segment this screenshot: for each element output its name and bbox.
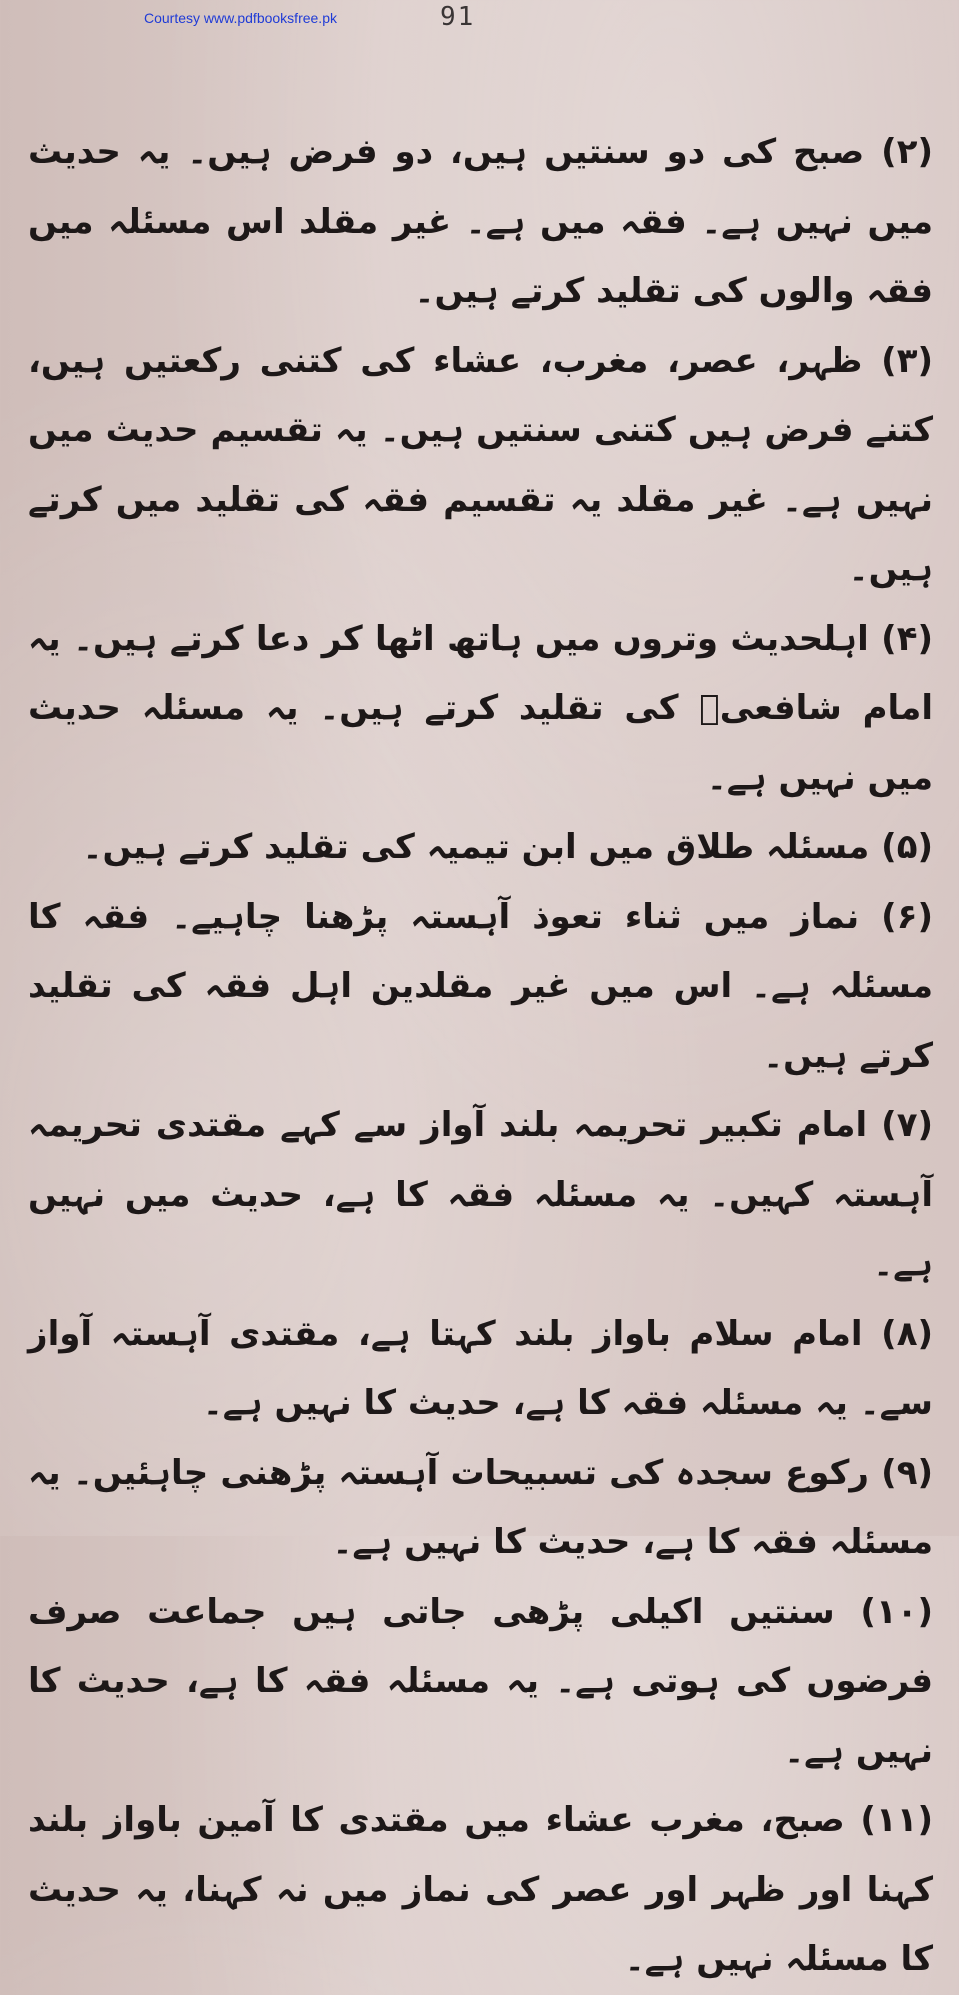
paragraph-6: (۶) نماز میں ثناء تعوذ آہستہ پڑھنا چاہیے۔ فقہ کا مسئلہ ہے۔ اس میں غیر مقلدین اہل فقہ کی تقلید کرتے ہیں۔ <box>28 896 933 1076</box>
paragraph-4: (۴) اہلحدیث وتروں میں ہاتھ اٹھا کر دعا کرتے ہیں۔ یہ امام شافعیؒ کی تقلید کرتے ہیں۔ یہ مسئلہ حدیث میں نہیں ہے۔ <box>28 618 933 798</box>
paragraph-5: (۵) مسئلہ طلاق میں ابن تیمیہ کی تقلید کرتے ہیں۔ <box>82 827 933 867</box>
courtesy-line: Courtesy www.pdfbooksfree.pk <box>144 10 337 26</box>
body-text <box>28 118 933 1995</box>
paragraph-11: (۱۱) صبح، مغرب عشاء میں مقتدی کا آمین باواز بلند کہنا اور ظہر اور عصر کی نماز میں نہ کہنا، یہ حدیث کا مسئلہ نہیں ہے۔ <box>28 1800 933 1979</box>
paragraph-7: (۷) امام تکبیر تحریمہ بلند آواز سے کہے مقتدی تحریمہ آہستہ کہیں۔ یہ مسئلہ فقہ کا ہے، حدیث میں نہیں ہے۔ <box>28 1105 933 1284</box>
paragraph-2: (۲) صبح کی دو سنتیں ہیں، دو فرض ہیں۔ یہ حدیث میں نہیں ہے۔ فقہ میں ہے۔ غیر مقلد اس مسئلہ میں فقہ والوں کی تقلید کرتے ہیں۔ <box>28 132 933 311</box>
paragraph-8: (۸) امام سلام باواز بلند کہتا ہے، مقتدی آہستہ آواز سے۔ یہ مسئلہ فقہ کا ہے، حدیث کا نہیں ہے۔ <box>28 1313 933 1423</box>
page-number: 91 <box>440 2 476 32</box>
paragraph-10: (۱۰) سنتیں اکیلی پڑھی جاتی ہیں جماعت صرف فرضوں کی ہوتی ہے۔ یہ مسئلہ فقہ کا ہے، حدیث کا نہیں ہے۔ <box>28 1591 933 1771</box>
paragraph-9: (۹) رکوع سجدہ کی تسبیحات آہستہ پڑھنی چاہئیں۔ یہ مسئلہ فقہ کا ہے، حدیث کا نہیں ہے۔ <box>28 1452 933 1562</box>
paragraph-3: (۳) ظہر، عصر، مغرب، عشاء کی کتنی رکعتیں ہیں، کتنے فرض ہیں کتنی سنتیں ہیں۔ یہ تقسیم حدیث میں نہیں ہے۔ غیر مقلد یہ تقسیم فقہ کی تقلید میں کرتے ہیں۔ <box>28 340 933 589</box>
